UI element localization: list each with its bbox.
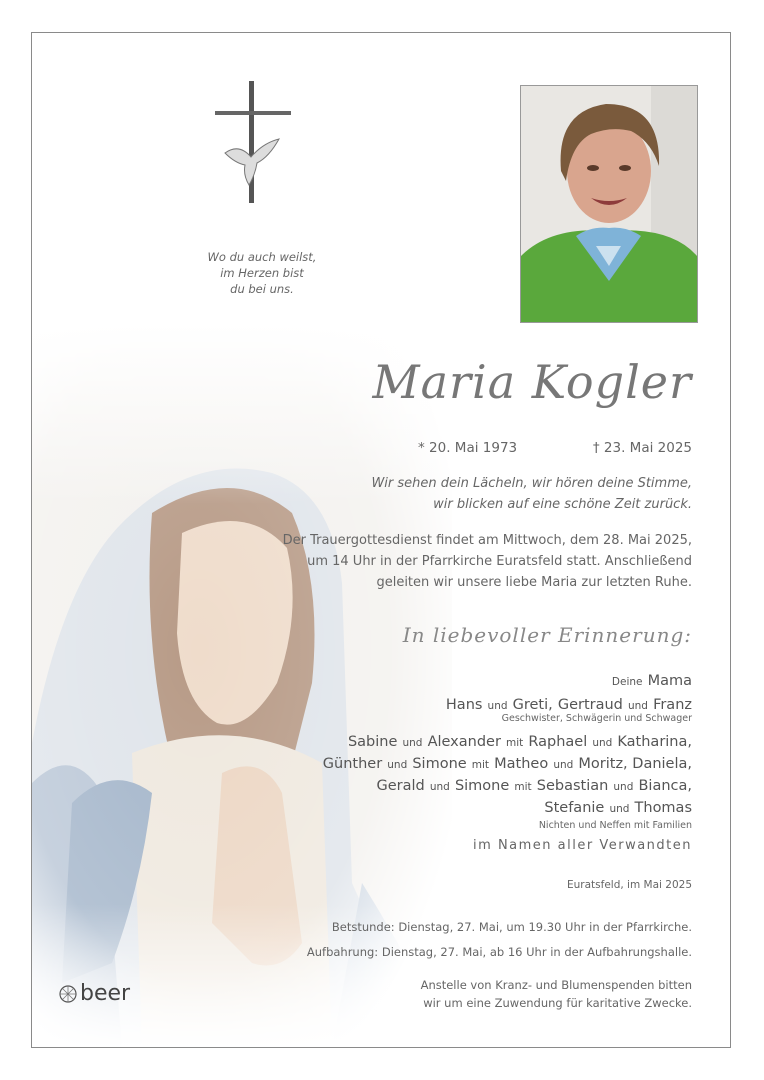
madonna-background-image: [32, 323, 452, 1048]
niece-name: Bianca,: [638, 778, 692, 794]
service-details: [283, 530, 692, 593]
sibling-name: Gertraud: [557, 697, 623, 713]
portrait-photo: [520, 85, 698, 323]
conjunction: mit: [471, 759, 490, 771]
prayer-hour: Betstunde: Dienstag, 27. Mai, um 19.30 Uhr in der Pfarrkirche.: [331, 920, 692, 934]
niece-name: Simone: [412, 756, 467, 772]
conjunction: mit: [506, 737, 524, 749]
conjunction: mit: [514, 781, 532, 793]
niece-name: Günther: [322, 756, 383, 772]
birth-date: * 20. Mai 1973: [418, 440, 518, 456]
conjunction: und: [592, 737, 613, 749]
niece-name: Moritz, Daniela,: [578, 756, 692, 772]
conjunction: und: [613, 781, 634, 793]
place-date: Euratsfeld, im Mai 2025: [567, 879, 692, 891]
relatives-line: im Namen aller Verwandten: [473, 838, 692, 853]
sibling-name: Hans: [445, 697, 483, 713]
family-siblings: [446, 694, 692, 724]
mama-prefix: Deine: [611, 676, 643, 688]
donation-line: wir um eine Zuwendung für karitative Zwecke.: [423, 996, 692, 1010]
niece-name: Simone: [454, 778, 510, 794]
conjunction: und: [487, 700, 508, 712]
mama-name: Mama: [647, 673, 692, 689]
family-nieces: [323, 731, 692, 833]
service-line: Der Trauergottesdienst findet am Mittwoch, dem 28. Mai 2025,: [282, 533, 692, 548]
conjunction: und: [627, 700, 648, 712]
top-quote-line: im Herzen bist: [220, 266, 304, 280]
main-quote: [371, 473, 692, 515]
niece-name: Alexander: [427, 734, 501, 750]
laying-out: Aufbahrung: Dienstag, 27. Mai, ab 16 Uhr in der Aufbahrungshalle.: [306, 945, 692, 959]
main-quote-line: Wir sehen dein Lächeln, wir hören deine Stimme,: [371, 476, 692, 491]
donation-note: [421, 976, 692, 1012]
niece-name: Thomas: [634, 800, 692, 816]
conjunction: und: [609, 803, 630, 815]
top-quote: [192, 249, 332, 297]
top-quote-line: Wo du auch weilst,: [207, 250, 317, 264]
conjunction: und: [429, 781, 450, 793]
sibling-name: Greti,: [512, 697, 553, 713]
sibling-name: Franz: [653, 697, 692, 713]
beer-logo: [58, 981, 130, 1006]
niece-name: Raphael: [528, 734, 588, 750]
niece-name: Sabine: [347, 734, 398, 750]
main-quote-line: wir blicken auf eine schöne Zeit zurück.: [433, 497, 692, 512]
memory-heading: In liebevoller Erinnerung:: [402, 623, 692, 647]
service-line: geleiten wir unsere liebe Maria zur letzten Ruhe.: [376, 575, 692, 590]
siblings-role: Geschwister, Schwägerin und Schwager: [501, 713, 692, 724]
deceased-name: Maria Kogler: [372, 355, 692, 409]
nieces-role: Nichten und Neffen mit Familien: [538, 820, 692, 831]
conjunction: und: [553, 759, 574, 771]
niece-name: Matheo: [494, 756, 549, 772]
logo-text: beer: [80, 981, 131, 1006]
obituary-card: [31, 32, 731, 1048]
family-mama: [612, 670, 692, 689]
death-date: † 23. Mai 2025: [592, 440, 692, 456]
donation-line: Anstelle von Kranz- und Blumenspenden bitten: [420, 978, 692, 992]
conjunction: und: [387, 759, 408, 771]
dandelion-logo-icon: [58, 984, 78, 1004]
niece-name: Katharina,: [617, 734, 692, 750]
cross-with-dove-icon: [207, 79, 297, 209]
conjunction: und: [402, 737, 423, 749]
service-line: um 14 Uhr in der Pfarrkirche Euratsfeld statt. Anschließend: [307, 554, 692, 569]
niece-name: Stefanie: [544, 800, 605, 816]
top-quote-line: du bei uns.: [230, 282, 294, 296]
niece-name: Gerald: [376, 778, 425, 794]
niece-name: Sebastian: [536, 778, 609, 794]
